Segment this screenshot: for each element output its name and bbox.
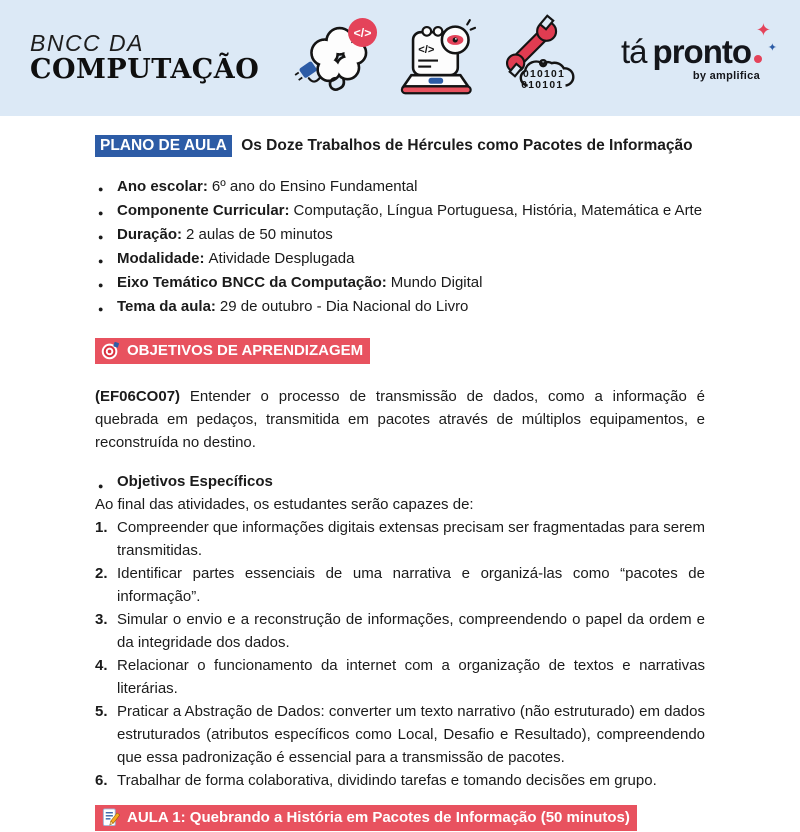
sparkle-icon: ✦: [755, 19, 770, 40]
meta-value: 29 de outubro - Dia Nacional do Livro: [219, 298, 469, 315]
header-doodle-icons: [293, 10, 581, 106]
target-icon: [101, 341, 120, 360]
lesson-plan-title-row: [95, 135, 705, 157]
code-glyph: </>: [353, 25, 372, 40]
objective-number: 3.: [95, 611, 108, 628]
sparkle-icon: ✦: [767, 41, 776, 54]
bncc-logo: [30, 31, 265, 85]
binary-glyph: 010101: [522, 68, 566, 80]
specific-objectives-intro: Ao final das atividades, os estudantes serão capazes de:: [95, 496, 474, 513]
meta-label: Modalidade:: [117, 250, 205, 267]
specific-objectives-title: ● Objetivos Específicos: [95, 471, 705, 493]
list-item: [95, 201, 705, 220]
meta-value: Atividade Desplugada: [208, 250, 355, 267]
list-item: [95, 273, 705, 292]
logo-line2: COMPUTAÇÃO: [30, 54, 260, 86]
objective-item: [95, 562, 705, 608]
objectives-heading-chip: [95, 338, 370, 364]
brand-pronto: pronto: [652, 32, 751, 70]
list-item: [95, 225, 705, 244]
meta-label: Ano escolar:: [117, 178, 208, 195]
objective-text: Relacionar o funcionamento da internet com a organização de textos e narrativas literárias.: [117, 657, 705, 697]
objective-text: Compreender que informações digitais extensas precisam ser fragmentadas para serem transmitidas.: [117, 519, 705, 559]
objective-item: [95, 516, 705, 562]
list-item: [95, 297, 705, 316]
objective-number: 4.: [95, 657, 108, 674]
meta-label: Duração:: [117, 226, 183, 243]
skill-paragraph: [95, 385, 705, 454]
meta-value: Computação, Língua Portuguesa, História, Matemática e Arte: [293, 202, 703, 219]
page-header: [0, 0, 800, 116]
skill-text: Entender o processo de transmissão de dados, como a informação é quebrada em pedaços, transmitida em pacotes através de múltiplos equipamentos, e reconstruída no destino.: [95, 388, 705, 451]
meta-value: Mundo Digital: [390, 274, 483, 291]
objective-item: [95, 769, 705, 792]
memo-icon: [101, 808, 120, 827]
document-body: [0, 135, 800, 832]
code-glyph: </>: [418, 43, 435, 56]
tapronto-logo: [621, 19, 776, 82]
meta-value: 6º ano do Ensino Fundamental: [211, 178, 418, 195]
objective-item: [95, 654, 705, 700]
lesson1-heading: AULA 1: Quebrando a História em Pacotes de Informação (50 minutos): [127, 808, 630, 826]
objective-number: 6.: [95, 772, 108, 789]
objective-text: Simular o envio e a reconstrução de informações, compreendendo o papel da ordem e da integridade dos dados.: [117, 611, 705, 651]
binary-glyph: 010101: [521, 80, 564, 92]
objective-text: Praticar a Abstração de Dados: converter um texto narrativo (não estruturado) em dados estruturados (atributos específicos como Local, Desafio e Resultado), compreendendo que essa padronização é essencial para a transmissão de pacotes.: [117, 703, 705, 766]
page-title: Os Doze Trabalhos de Hércules como Pacotes de Informação: [241, 137, 693, 154]
plan-label-chip: PLANO DE AULA: [95, 135, 232, 157]
list-item: [95, 177, 705, 196]
meta-label: Eixo Temático BNCC da Computação:: [117, 274, 387, 291]
wrench-binary-cloud-icon: [495, 12, 581, 104]
objective-number: 2.: [95, 565, 108, 582]
objective-item: [95, 700, 705, 769]
objective-number: 5.: [95, 703, 108, 720]
meta-list: [95, 177, 705, 316]
logo-line1: BNCC DA: [30, 30, 145, 57]
meta-value: 2 aulas de 50 minutos: [186, 226, 333, 243]
meta-label: Componente Curricular:: [117, 202, 290, 219]
objective-text: Trabalhar de forma colaborativa, dividindo tarefas e tomando decisões em grupo.: [117, 772, 657, 789]
objective-text: Identificar partes essenciais de uma narrativa e organizá-las como “pacotes de informação”.: [117, 565, 705, 605]
tapronto-wordmark: [621, 19, 776, 70]
laptop-search-icon: [395, 10, 481, 106]
lesson1-heading-chip: [95, 805, 637, 831]
objectives-heading: OBJETIVOS DE APRENDIZAGEM: [127, 341, 364, 359]
brain-plug-icon: [293, 12, 381, 104]
skill-code: (EF06CO07): [95, 388, 181, 405]
brand-dot: [754, 55, 762, 63]
list-item: [95, 249, 705, 268]
objectives-list: [95, 516, 705, 792]
objective-number: 1.: [95, 519, 108, 536]
meta-label: Tema da aula:: [117, 298, 216, 315]
objective-item: [95, 608, 705, 654]
brand-byline: by amplifica: [692, 69, 760, 82]
brand-ta: tá: [621, 32, 647, 70]
